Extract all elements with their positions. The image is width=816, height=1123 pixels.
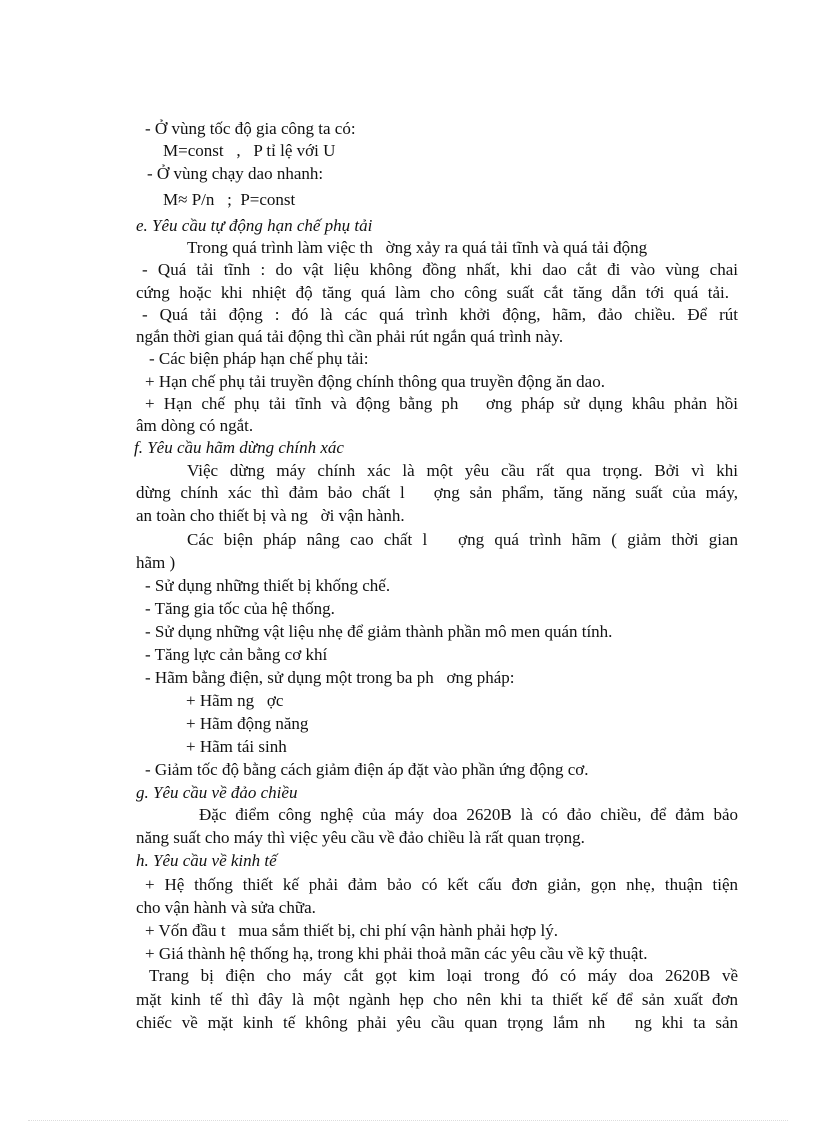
page-bottom-divider <box>28 1120 788 1121</box>
sub-list-item: + Hãm tái sinh <box>186 737 287 756</box>
list-item: - Giảm tốc độ bằng cách giảm điện áp đặt vào phần ứng động cơ. <box>145 760 589 779</box>
list-item: - Sử dụng những thiết bị khống chế. <box>145 576 391 595</box>
paragraph-line: Việc dừng máy chính xác là một yêu cầu rất qua trọng. Bởi vì khi <box>187 461 738 480</box>
sub-list-item: + Hãm động năng <box>186 714 309 733</box>
paragraph-line: dừng chính xác thì đảm bảo chất l ợng sản phẩm, tăng năng suất của máy, <box>136 483 738 502</box>
list-item: - Tăng gia tốc của hệ thống. <box>145 599 335 618</box>
section-heading-h: h. Yêu cầu về kinh tế <box>136 851 277 870</box>
paragraph-line: - Quá tải động : đó là các quá trình khởi động, hãm, đảo chiều. Để rút <box>142 305 738 324</box>
formula-line: M≈ P/n ; P=const <box>163 190 296 209</box>
paragraph-line: cho vận hành và sửa chữa. <box>136 898 316 917</box>
paragraph-line: + Giá thành hệ thống hạ, trong khi phải thoả mãn các yêu cầu về kỹ thuật. <box>145 944 648 963</box>
list-item: - Sử dụng những vật liệu nhẹ để giảm thành phần mô men quán tính. <box>145 622 613 641</box>
paragraph-line: - Quá tải tĩnh : do vật liệu không đồng nhất, khi dao cắt đi vào vùng chai <box>142 260 738 279</box>
section-heading-f: f. Yêu cầu hãm dừng chính xác <box>134 438 344 457</box>
paragraph-line: Các biện pháp nâng cao chất l ợng quá trình hãm ( giảm thời gian <box>187 530 738 549</box>
paragraph-line: cứng hoặc khi nhiệt độ tăng quá làm cho công suất cắt tăng dẫn tới quá tải. <box>136 283 729 302</box>
paragraph-line: + Vốn đầu t mua sắm thiết bị, chi phí vận hành phải hợp lý. <box>145 921 558 940</box>
formula-line: M=const , P tỉ lệ với U <box>163 141 336 160</box>
paragraph-line: năng suất cho máy thì việc yêu cầu về đảo chiều là rất quan trọng. <box>136 828 585 847</box>
paragraph-line: chiếc về mặt kinh tế không phải yêu cầu quan trọng lắm nh ng khi ta sản <box>136 1013 738 1032</box>
paragraph-line: hãm ) <box>136 553 176 572</box>
section-heading-g: g. Yêu cầu về đảo chiều <box>136 783 298 802</box>
text-line: - Ở vùng tốc độ gia công ta có: <box>145 119 356 138</box>
section-heading-e: e. Yêu cầu tự động hạn chế phụ tải <box>136 216 373 235</box>
sub-list-item: + Hãm ng ợc <box>186 691 284 710</box>
paragraph-line: + Hạn chế phụ tải tĩnh và động bằng ph ơng pháp sử dụng khâu phản hồi <box>145 394 738 413</box>
paragraph-line: - Các biện pháp hạn chế phụ tải: <box>149 349 369 368</box>
paragraph-line: âm dòng có ngắt. <box>136 416 254 435</box>
text-line: - Ở vùng chạy dao nhanh: <box>147 164 324 183</box>
paragraph-line: Trang bị điện cho máy cắt gọt kim loại trong đó có máy doa 2620B về <box>149 966 738 985</box>
paragraph-line: mặt kinh tế thì đây là một ngành hẹp cho nên khi ta thiết kế để sản xuất đơn <box>136 990 738 1009</box>
paragraph-line: ngắn thời gian quá tải động thì cần phải rút ngắn quá trình này. <box>136 327 564 346</box>
list-item: - Tăng lực cản bằng cơ khí <box>145 645 328 664</box>
paragraph-line: + Hạn chế phụ tải truyền động chính thông qua truyền động ăn dao. <box>145 372 605 391</box>
list-item: - Hãm bằng điện, sử dụng một trong ba ph ơng pháp: <box>145 668 515 687</box>
paragraph-line: Đặc điểm công nghệ của máy doa 2620B là có đảo chiều, để đảm bảo <box>199 805 738 824</box>
paragraph-line: Trong quá trình làm việc th ờng xảy ra quá tải tĩnh và quá tải động <box>187 238 648 257</box>
paragraph-line: an toàn cho thiết bị và ng ời vận hành. <box>136 506 405 525</box>
paragraph-line: + Hệ thống thiết kế phải đảm bảo có kết cấu đơn giản, gọn nhẹ, thuận tiện <box>145 875 738 894</box>
